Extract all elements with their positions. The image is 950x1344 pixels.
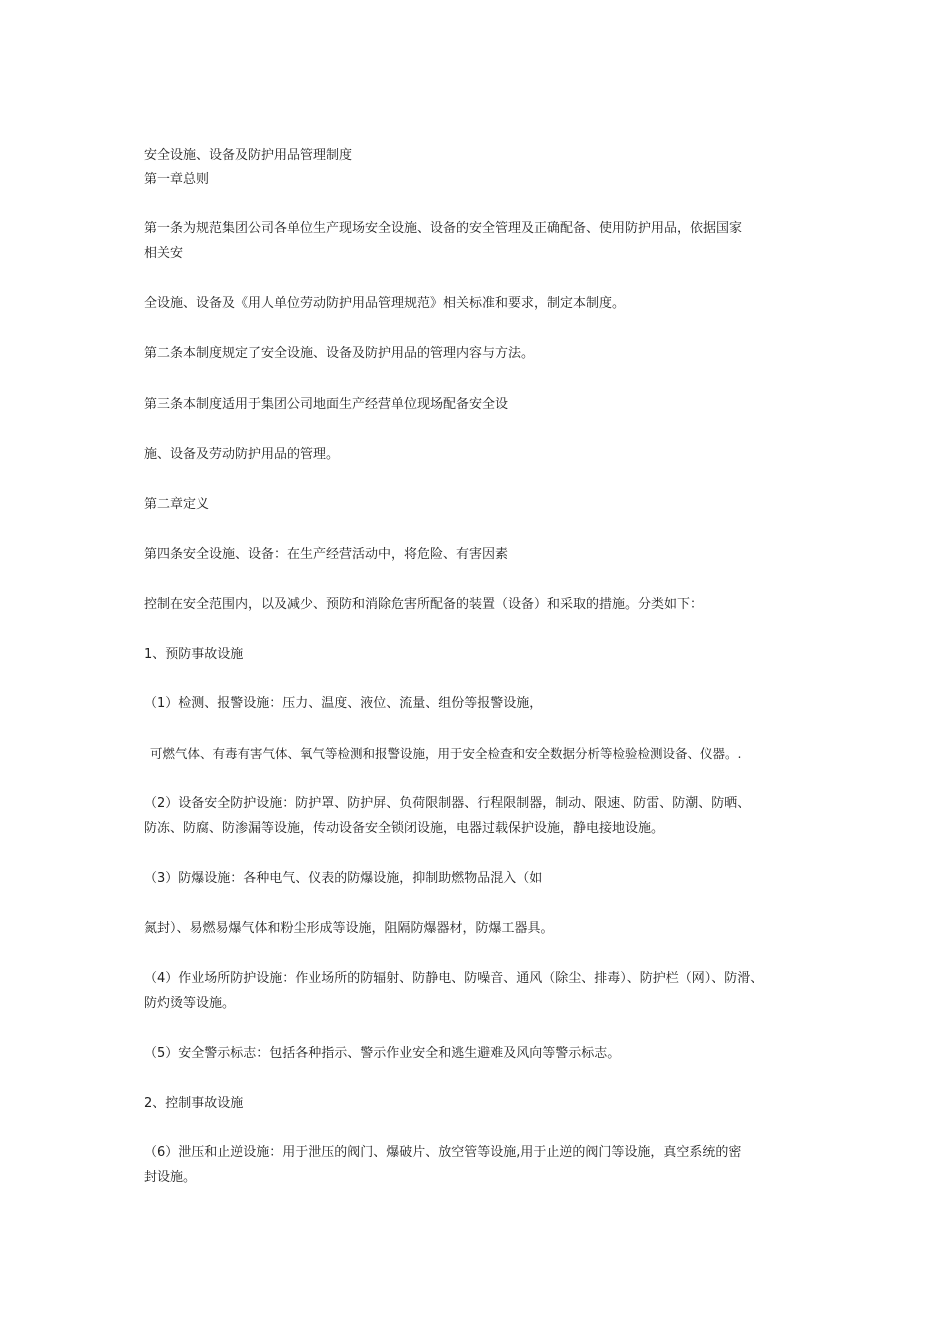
paragraph: 相关安 [144,246,184,261]
paragraph: 施、设备及劳动防护用品的管理。 [144,447,340,462]
paragraph: （5）安全警示标志：包括各种指示、警示作业安全和逃生避难及风向等警示标志。 [144,1046,621,1061]
paragraph: （2）设备安全防护设施：防护罩、防护屏、负荷限制器、行程限制器，制动、限速、防雷、防潮、防晒、 [144,796,751,811]
document-title: 安全设施、设备及防护用品管理制度 [144,148,353,163]
paragraph: 第二条本制度规定了安全设施、设备及防护用品的管理内容与方法。 [144,346,535,361]
paragraph: 全设施、设备及《用人单位劳动防护用品管理规范》相关标准和要求，制定本制度。 [144,296,626,311]
paragraph: 防冻、防腐、防渗漏等设施，传动设备安全锁闭设施，电器过载保护设施，静电接地设施。 [144,821,665,836]
section-heading: 1、预防事故设施 [144,647,244,662]
paragraph: 可燃气体、有毒有害气体、氧气等检测和报警设施，用于安全检查和安全数据分析等检验检测设备、仪器。. [150,746,742,761]
paragraph: 封设施。 [144,1170,197,1185]
paragraph: 防灼烫等设施。 [144,996,236,1011]
paragraph: 第四条安全设施、设备：在生产经营活动中，将危险、有害因素 [144,547,509,562]
paragraph: （1）检测、报警设施：压力、温度、液位、流量、组份等报警设施， [144,696,543,711]
paragraph: （3）防爆设施：各种电气、仪表的防爆设施，抑制助燃物品混入（如 [144,871,543,886]
chapter-heading: 第二章定义 [144,497,210,512]
chapter-heading: 第一章总则 [144,172,210,187]
paragraph: 第一条为规范集团公司各单位生产现场安全设施、设备的安全管理及正确配备、使用防护用品，依据国家 [144,221,743,236]
paragraph: 第三条本制度适用于集团公司地面生产经营单位现场配备安全设 [144,397,509,412]
paragraph: 氮封）、易燃易爆气体和粉尘形成等设施，阻隔防爆器材，防爆工器具。 [144,921,554,936]
section-heading: 2、控制事故设施 [144,1096,244,1111]
paragraph: （6）泄压和止逆设施：用于泄压的阀门、爆破片、放空管等设施,用于止逆的阀门等设施，真空系统的密 [144,1145,742,1160]
paragraph: 控制在安全范围内，以及减少、预防和消除危害所配备的装置（设备）和采取的措施。分类如下： [144,597,704,612]
paragraph: （4）作业场所防护设施：作业场所的防辐射、防静电、防噪音、通风（除尘、排毒）、防护栏（网）、防滑、 [144,971,764,986]
